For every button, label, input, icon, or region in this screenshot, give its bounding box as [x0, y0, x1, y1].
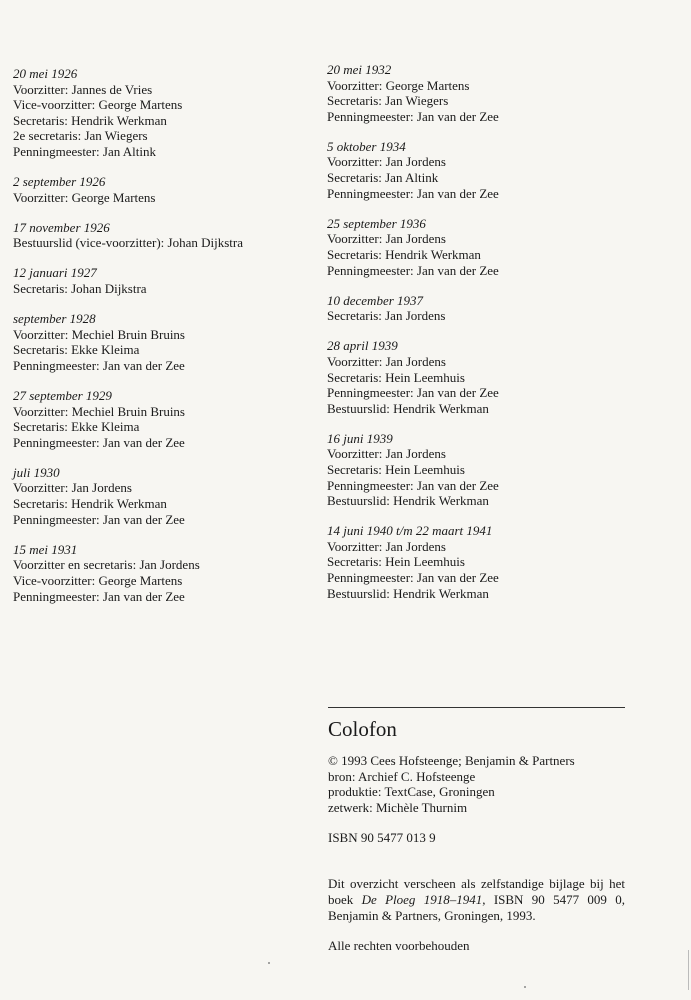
- board-entry: [327, 523, 627, 601]
- colofon-note-part1: Dit overzicht verscheen als zelfstandige bijlage bij het boek: [328, 875, 625, 907]
- colofon-note-part2: , ISBN 90 5477 009 0, Benjamin & Partners, Groningen, 1993.: [328, 891, 625, 923]
- entry-role-line: Penningmeester: Jan van der Zee: [327, 262, 499, 278]
- paper-speck: [268, 962, 270, 964]
- page-edge-mark: [688, 950, 689, 990]
- colofon-section: [328, 707, 625, 954]
- entry-date: 20 mei 1926: [13, 66, 78, 81]
- entry-date: 14 juni 1940 t/m 22 maart 1941: [327, 523, 493, 539]
- entry-date: 25 september 1936: [327, 215, 426, 231]
- colofon-title: Colofon: [328, 717, 397, 741]
- entry-date: 10 december 1937: [327, 292, 424, 308]
- board-entry: [327, 338, 627, 416]
- entry-role-line: Secretaris: Hendrik Werkman: [13, 112, 167, 128]
- board-history-left-column: [13, 66, 313, 619]
- board-entry: [13, 220, 313, 251]
- entry-role-line: Penningmeester: Jan van der Zee: [13, 588, 185, 604]
- entry-role-line: Voorzitter: George Martens: [327, 77, 470, 93]
- entry-role-line: Voorzitter: Mechiel Bruin Bruins: [13, 403, 185, 419]
- entry-role-line: Bestuurslid: Hendrik Werkman: [327, 400, 489, 416]
- entry-role-line: Penningmeester: Jan Altink: [13, 143, 156, 159]
- entry-role-line: Voorzitter: Jan Jordens: [13, 480, 132, 496]
- entry-role-line: Penningmeester: Jan van der Zee: [327, 570, 499, 586]
- board-entry: [327, 216, 627, 278]
- board-entry: [327, 293, 627, 324]
- entry-date: juli 1930: [13, 464, 60, 480]
- entry-date: 12 januari 1927: [13, 265, 97, 281]
- colofon-rights: Alle rechten voorbehouden: [328, 937, 470, 953]
- entry-role-line: Secretaris: Jan Altink: [327, 170, 439, 186]
- colofon-note: [328, 876, 625, 924]
- board-entry: [13, 465, 313, 527]
- entry-date: 28 april 1939: [327, 338, 398, 354]
- entry-role-line: Voorzitter: Mechiel Bruin Bruins: [13, 326, 185, 342]
- entry-role-line: Voorzitter: Jan Jordens: [327, 231, 446, 247]
- entry-role-line: Voorzitter en secretaris: Jan Jordens: [13, 557, 200, 573]
- entry-role-line: Penningmeester: Jan van der Zee: [13, 434, 185, 450]
- colofon-source: bron: Archief C. Hofsteenge: [328, 768, 476, 784]
- entry-role-line: Bestuurslid: Hendrik Werkman: [327, 493, 489, 509]
- entry-date: 27 september 1929: [13, 388, 112, 403]
- entry-role-line: Secretaris: Hein Leemhuis: [327, 554, 465, 570]
- entry-role-line: Voorzitter: Jan Jordens: [327, 353, 446, 369]
- entry-date: 17 november 1926: [13, 219, 110, 235]
- entry-role-line: Vice-voorzitter: George Martens: [13, 97, 183, 113]
- entry-role-line: Secretaris: Jan Jordens: [327, 308, 446, 324]
- board-history-right-column: [327, 62, 627, 616]
- entry-role-line: Voorzitter: Jan Jordens: [327, 154, 446, 170]
- colofon-typesetting: zetwerk: Michèle Thurnim: [328, 799, 468, 815]
- entry-role-line: Secretaris: Hendrik Werkman: [13, 496, 167, 512]
- entry-role-line: Secretaris: Ekke Kleima: [13, 342, 140, 358]
- entry-role-line: Bestuurslid (vice-voorzitter): Johan Dijkstra: [13, 235, 243, 251]
- board-entry: [327, 139, 627, 201]
- entry-role-line: Secretaris: Hein Leemhuis: [327, 369, 465, 385]
- entry-role-line: Secretaris: Johan Dijkstra: [13, 281, 147, 297]
- entry-role-line: Secretaris: Hendrik Werkman: [327, 246, 481, 262]
- entry-date: 20 mei 1932: [327, 62, 392, 77]
- entry-role-line: Penningmeester: Jan van der Zee: [327, 108, 499, 124]
- board-entry: [327, 431, 627, 509]
- colofon-note-book-title: De Ploeg 1918–1941: [361, 891, 483, 907]
- entry-role-line: 2e secretaris: Jan Wiegers: [13, 128, 148, 144]
- colofon-divider: [328, 707, 625, 708]
- entry-role-line: Penningmeester: Jan van der Zee: [13, 357, 185, 373]
- entry-role-line: Penningmeester: Jan van der Zee: [327, 385, 499, 401]
- entry-date: 15 mei 1931: [13, 541, 78, 557]
- entry-date: september 1928: [13, 311, 96, 327]
- paper-speck: [524, 986, 526, 988]
- entry-date: 16 juni 1939: [327, 430, 393, 446]
- entry-role-line: Voorzitter: George Martens: [13, 189, 156, 205]
- board-entry: [13, 265, 313, 296]
- board-entry: [13, 174, 313, 205]
- board-entry: [13, 542, 313, 604]
- entry-role-line: Vice-voorzitter: George Martens: [13, 572, 183, 588]
- entry-role-line: Secretaris: Ekke Kleima: [13, 419, 140, 435]
- board-entry: [13, 311, 313, 373]
- entry-role-line: Voorzitter: Jannes de Vries: [13, 81, 153, 97]
- entry-role-line: Penningmeester: Jan van der Zee: [327, 185, 499, 201]
- colofon-copyright: © 1993 Cees Hofsteenge; Benjamin & Partners: [328, 753, 575, 768]
- colofon-isbn: ISBN 90 5477 013 9: [328, 830, 436, 846]
- board-entry: [13, 66, 313, 160]
- entry-date: 2 september 1926: [13, 174, 106, 190]
- board-entry: [13, 388, 313, 450]
- entry-role-line: Penningmeester: Jan van der Zee: [327, 477, 499, 493]
- colofon-production: produktie: TextCase, Groningen: [328, 784, 495, 800]
- board-entry: [327, 62, 627, 124]
- entry-role-line: Penningmeester: Jan van der Zee: [13, 511, 185, 527]
- entry-role-line: Secretaris: Jan Wiegers: [327, 93, 449, 109]
- entry-date: 5 oktober 1934: [327, 138, 406, 154]
- entry-role-line: Bestuurslid: Hendrik Werkman: [327, 585, 489, 601]
- entry-role-line: Voorzitter: Jan Jordens: [327, 538, 446, 554]
- entry-role-line: Secretaris: Hein Leemhuis: [327, 461, 465, 477]
- entry-role-line: Voorzitter: Jan Jordens: [327, 446, 446, 462]
